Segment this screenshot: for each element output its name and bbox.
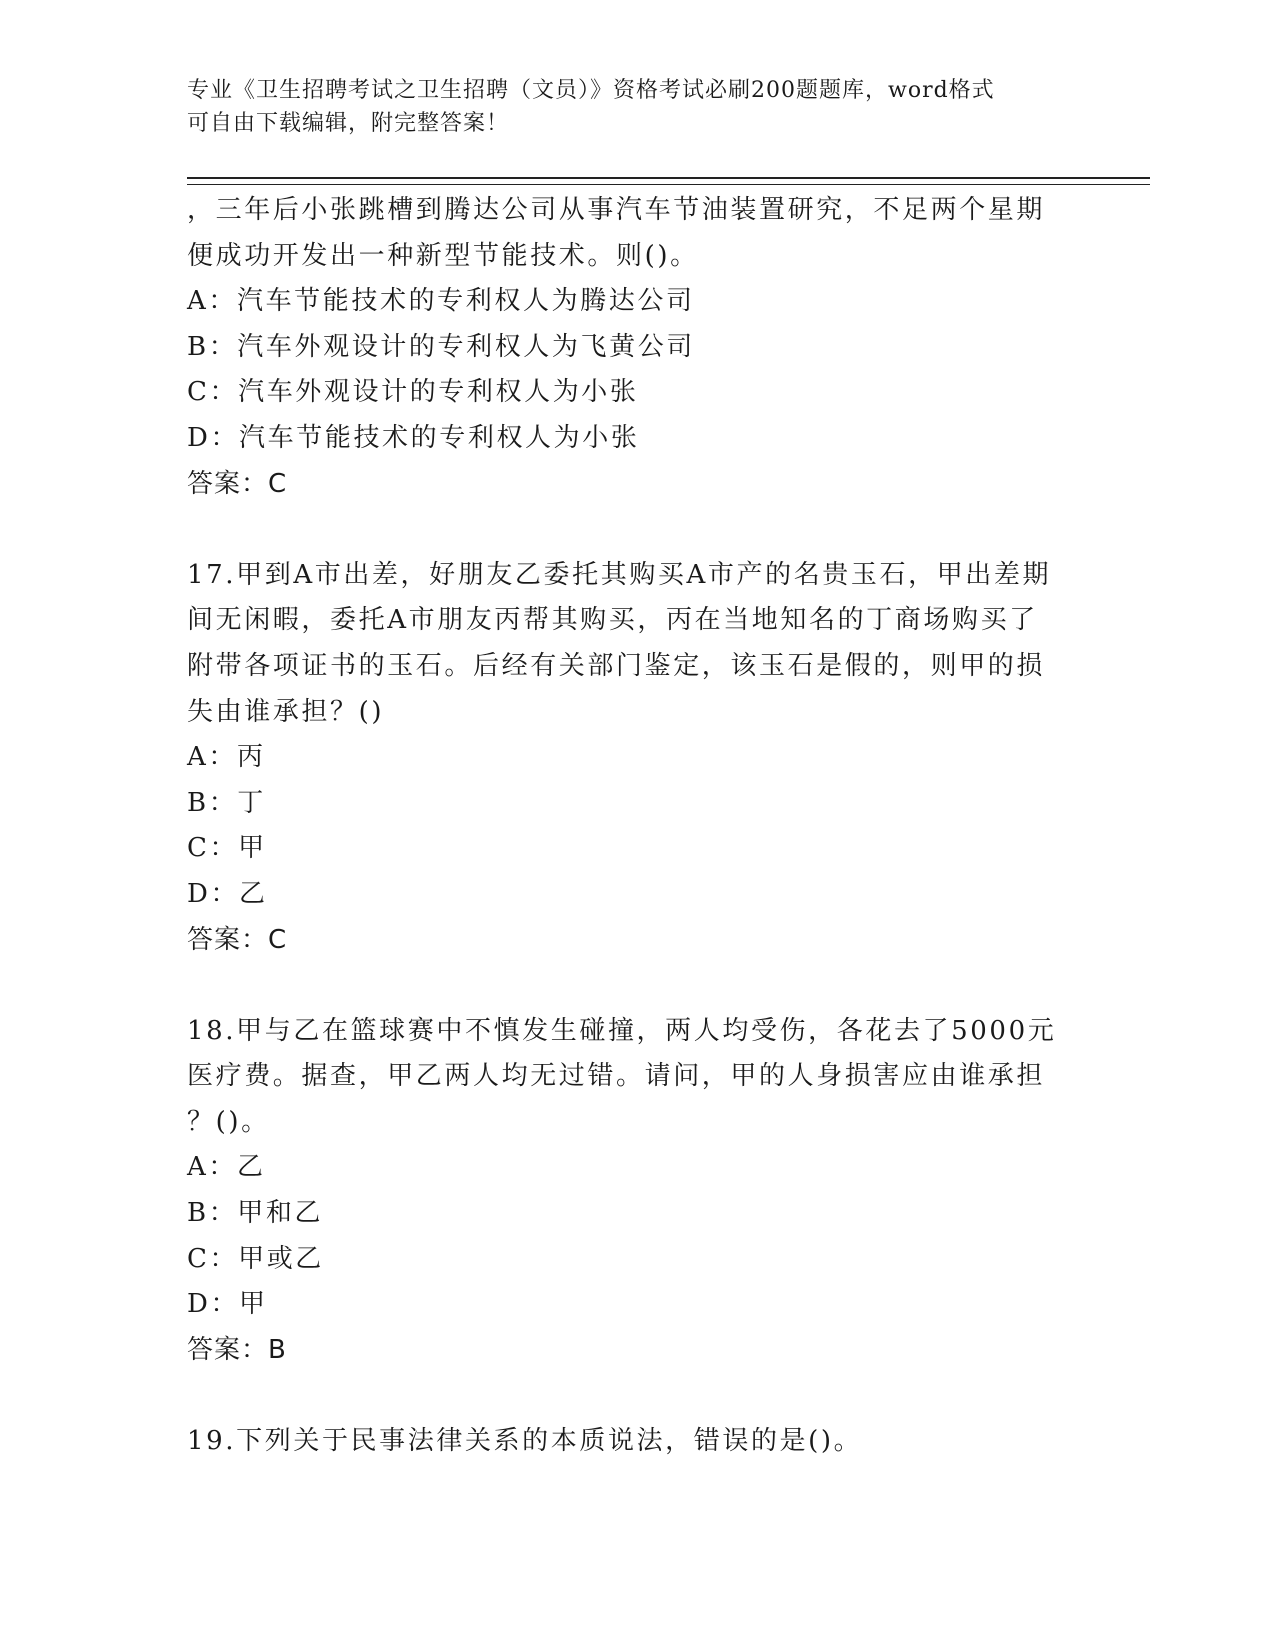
option-b: B：甲和乙 <box>187 1198 324 1229</box>
option-b: B：丁 <box>187 787 266 818</box>
header-title-line-2: 可自由下载编辑，附完整答案！ <box>187 111 510 136</box>
question-17 <box>187 553 1087 963</box>
question-stem-line: ，三年后小张跳槽到腾达公司从事汽车节油装置研究，不足两个星期 <box>187 195 1046 225</box>
header-rule-thin <box>187 184 1150 185</box>
question-stem-line: 附带各项证书的玉石。后经有关部门鉴定，该玉石是假的，则甲的损 <box>187 650 1046 681</box>
question-16 <box>187 188 1087 507</box>
question-stem-line: 便成功开发出一种新型节能技术。则()。 <box>187 240 699 271</box>
option-c: C：甲 <box>187 833 267 864</box>
question-19 <box>187 1419 1087 1465</box>
document-header <box>187 74 1067 140</box>
option-c: C：甲或乙 <box>187 1243 324 1274</box>
header-rule-thick <box>187 177 1150 179</box>
question-stem-line: 19.下列关于民事法律关系的本质说法，错误的是()。 <box>187 1426 863 1457</box>
question-18 <box>187 1009 1087 1374</box>
option-a: A：乙 <box>187 1152 266 1183</box>
option-a: A：汽车节能技术的专利权人为腾达公司 <box>187 286 695 317</box>
question-stem-line: 间无闲暇，委托A市朋友丙帮其购买，丙在当地知名的丁商场购买了 <box>187 605 1038 636</box>
question-stem-line: 17.甲到A市出差，好朋友乙委托其购买A市产的名贵玉石，甲出差期 <box>187 559 1052 590</box>
option-a: A：丙 <box>187 742 266 773</box>
spacer <box>187 1373 1087 1419</box>
question-stem-line: 失由谁承担？() <box>187 696 385 727</box>
option-b: B：汽车外观设计的专利权人为飞黄公司 <box>187 331 695 362</box>
option-d: D：甲 <box>187 1289 268 1320</box>
header-title-line-1: 专业《卫生招聘考试之卫生招聘（文员）》资格考试必刷200题题库，word格式 <box>187 78 995 103</box>
spacer <box>187 507 1087 553</box>
question-list <box>187 188 1087 1465</box>
option-d: D：汽车节能技术的专利权人为小张 <box>187 422 640 453</box>
answer-label: 答案：C <box>187 468 288 499</box>
answer-label: 答案：C <box>187 924 288 955</box>
question-stem-line: ？()。 <box>187 1106 270 1137</box>
option-d: D：乙 <box>187 878 268 909</box>
spacer <box>187 963 1087 1009</box>
question-stem-line: 18.甲与乙在篮球赛中不慎发生碰撞，两人均受伤，各花去了5000元 <box>187 1015 1057 1046</box>
question-stem-line: 医疗费。据查，甲乙两人均无过错。请问，甲的人身损害应由谁承担 <box>187 1061 1046 1092</box>
answer-label: 答案：B <box>187 1334 287 1365</box>
option-c: C：汽车外观设计的专利权人为小张 <box>187 377 639 408</box>
